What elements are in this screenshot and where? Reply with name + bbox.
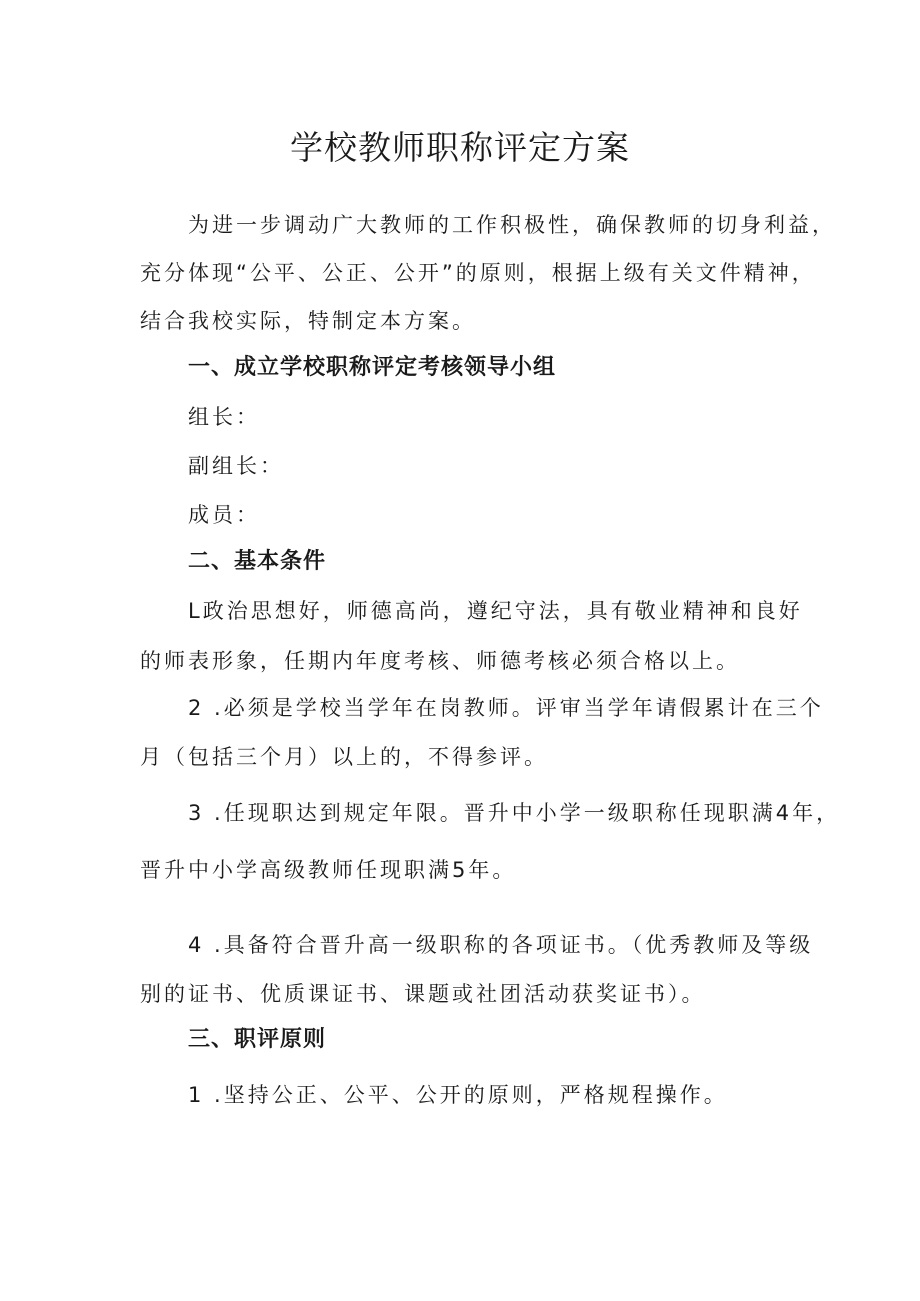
condition-4-line-2: 别的证书、优质课证书、课题或社团活动获奖证书）。 xyxy=(140,982,706,1006)
condition-1-line-1: L政治思想好，师德高尚，遵纪守法，具有敬业精神和良好 xyxy=(188,599,803,623)
section-1-heading: 一、成立学校职称评定考核领导小组 xyxy=(188,355,557,380)
principle-1-line: 1 .坚持公正、公平、公开的原则，严格规程操作。 xyxy=(188,1083,728,1107)
condition-4-line-1: 4 .具备符合晋升高一级职称的各项证书。（优秀教师及等级 xyxy=(188,933,814,957)
condition-3-line-1: 3 .任现职达到规定年限。晋升中小学一级职称任现职满4年， xyxy=(188,801,841,825)
section-3-heading: 三、职评原则 xyxy=(188,1027,327,1052)
condition-2-line-1: 2 .必须是学校当学年在岗教师。评审当学年请假累计在三个 xyxy=(188,696,824,720)
condition-1-line-2: 的师表形象，任期内年度考核、师德考核必须合格以上。 xyxy=(140,649,740,673)
condition-3-line-2: 晋升中小学高级教师任现职满5年。 xyxy=(140,858,517,882)
intro-line-2: 充分体现“公平、公正、公开”的原则，根据上级有关文件精神， xyxy=(140,261,816,285)
section-2-heading: 二、基本条件 xyxy=(188,549,327,574)
deputy-leader-label: 副组长： xyxy=(188,454,284,478)
condition-2-line-2: 月（包括三个月）以上的，不得参评。 xyxy=(140,745,548,769)
leader-label: 组长： xyxy=(188,405,260,429)
intro-line-3: 结合我校实际，特制定本方案。 xyxy=(140,309,476,333)
members-label: 成员： xyxy=(188,503,260,527)
intro-line-1: 为进一步调动广大教师的工作积极性，确保教师的切身利益， xyxy=(188,213,836,237)
document-title: 学校教师职称评定方案 xyxy=(290,128,630,167)
